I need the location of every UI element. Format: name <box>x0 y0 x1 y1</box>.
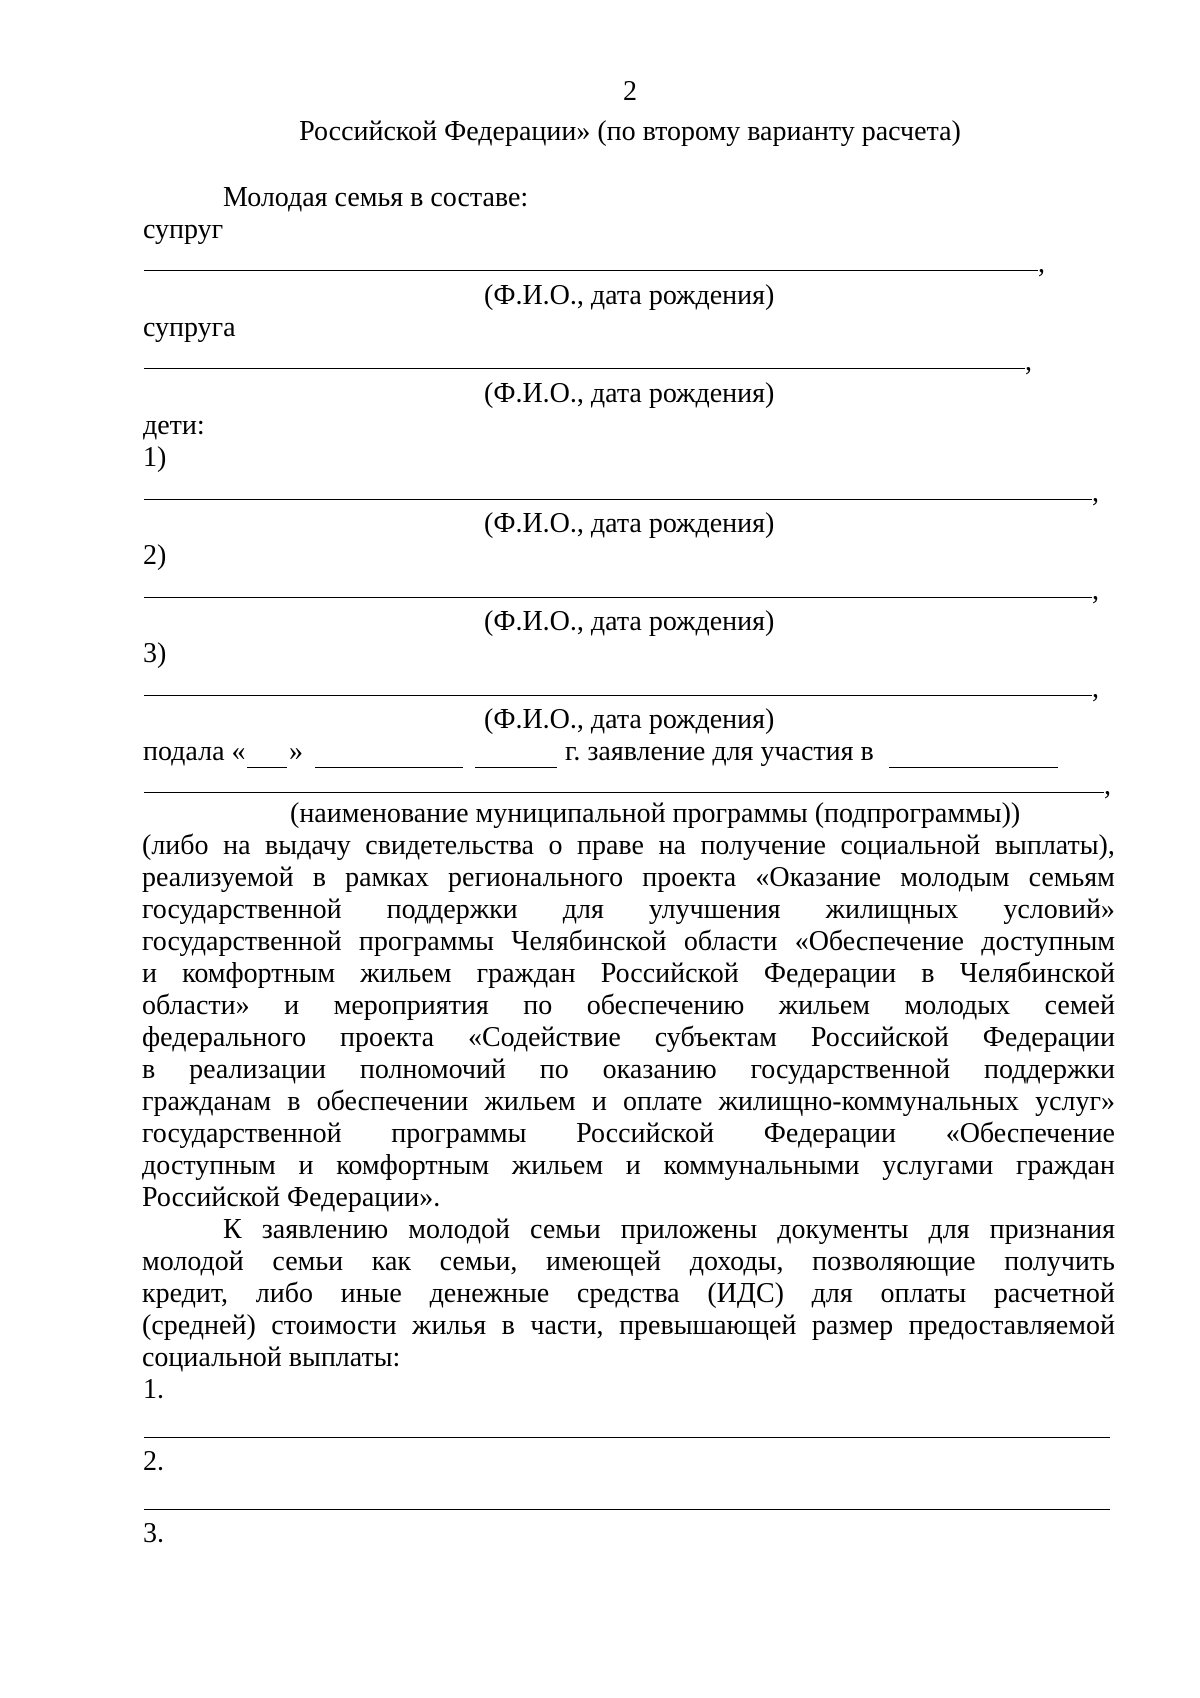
wife-fio-blank <box>144 368 1025 369</box>
children-label: дети: <box>143 410 205 441</box>
submitted-year-suffix: г. заявление для участия в <box>565 736 874 767</box>
document-item-1-blank <box>144 1437 1110 1438</box>
child-1-comma: , <box>1092 477 1099 508</box>
spouse-wife-label: супруга <box>143 312 236 343</box>
paragraph-2-line: (средней) стоимости жилья в части, превышающей размер предоставляемой <box>142 1310 1115 1341</box>
child-1-fio-caption: (Ф.И.О., дата рождения) <box>484 508 775 539</box>
paragraph-2-last-line: социальной выплаты: <box>142 1342 401 1373</box>
paragraph-2-line: молодой семьи как семьи, имеющей доходы, позволяющие получить <box>142 1246 1115 1277</box>
child-2-comma: , <box>1092 575 1099 606</box>
child-2-fio-caption: (Ф.И.О., дата рождения) <box>484 606 775 637</box>
document-item-3-number: 3. <box>143 1518 164 1549</box>
paragraph-1-line: реализуемой в рамках регионального проекта «Оказание молодым семьям <box>142 862 1115 893</box>
submitted-close-quote: » <box>289 736 303 767</box>
wife-fio-caption: (Ф.И.О., дата рождения) <box>484 378 775 409</box>
child-1-label: 1) <box>143 442 167 473</box>
program-comma: , <box>1104 770 1111 801</box>
paragraph-2-line: кредит, либо иные денежные средства (ИДС) для оплаты расчетной <box>142 1278 1115 1309</box>
paragraph-1-line: области» и мероприятия по обеспечению жильем молодых семей <box>142 990 1115 1021</box>
submitted-day-blank <box>247 767 287 768</box>
paragraph-1-last-line: Российской Федерации». <box>142 1182 441 1213</box>
child-2-label: 2) <box>143 540 167 571</box>
document-item-1-number: 1. <box>143 1374 164 1405</box>
paragraph-1-line: государственной программы Российской Федерации «Обеспечение <box>142 1118 1115 1149</box>
paragraph-1-line: государственной программы Челябинской области «Обеспечение доступным <box>142 926 1115 957</box>
submitted-prefix: подала « <box>143 736 246 767</box>
husband-comma: , <box>1038 248 1045 279</box>
paragraph-1-line: (либо на выдачу свидетельства о праве на получение социальной выплаты), <box>142 830 1115 861</box>
document-item-2-number: 2. <box>143 1446 164 1477</box>
paragraph-1-line: гражданам в обеспечении жильем и оплате жилищно-коммунальных услуг» <box>142 1086 1115 1117</box>
submitted-year-blank <box>475 767 557 768</box>
submitted-program-start-blank <box>889 767 1058 768</box>
paragraph-1-line: в реализации полномочий по оказанию государственной поддержки <box>142 1054 1115 1085</box>
page-number: 2 <box>623 76 637 107</box>
paragraph-1-line: федерального проекта «Содействие субъектам Российской Федерации <box>142 1022 1115 1053</box>
program-name-blank <box>144 792 1104 793</box>
document-item-2-blank <box>144 1509 1110 1510</box>
family-intro: Молодая семья в составе: <box>223 182 529 213</box>
husband-fio-blank <box>144 270 1038 271</box>
paragraph-1-line: государственной поддержки для улучшения жилищных условий» <box>142 894 1115 925</box>
child-3-fio-blank <box>144 695 1092 696</box>
child-3-fio-caption: (Ф.И.О., дата рождения) <box>484 704 775 735</box>
submitted-month-blank <box>315 767 463 768</box>
paragraph-1-line: доступным и комфортным жильем и коммунальными услугами граждан <box>142 1150 1115 1181</box>
heading-continuation: Российской Федерации» (по второму варианту расчета) <box>299 116 961 147</box>
wife-comma: , <box>1025 346 1032 377</box>
child-2-fio-blank <box>144 597 1092 598</box>
spouse-husband-label: супруг <box>143 214 224 245</box>
paragraph-1-line: и комфортным жильем граждан Российской Федерации в Челябинской <box>142 958 1115 989</box>
paragraph-2-line: К заявлению молодой семьи приложены документы для признания <box>223 1214 1115 1245</box>
child-3-label: 3) <box>143 638 167 669</box>
child-3-comma: , <box>1092 673 1099 704</box>
child-1-fio-blank <box>144 499 1092 500</box>
program-caption: (наименование муниципальной программы (подпрограммы)) <box>290 798 1021 829</box>
husband-fio-caption: (Ф.И.О., дата рождения) <box>484 280 775 311</box>
